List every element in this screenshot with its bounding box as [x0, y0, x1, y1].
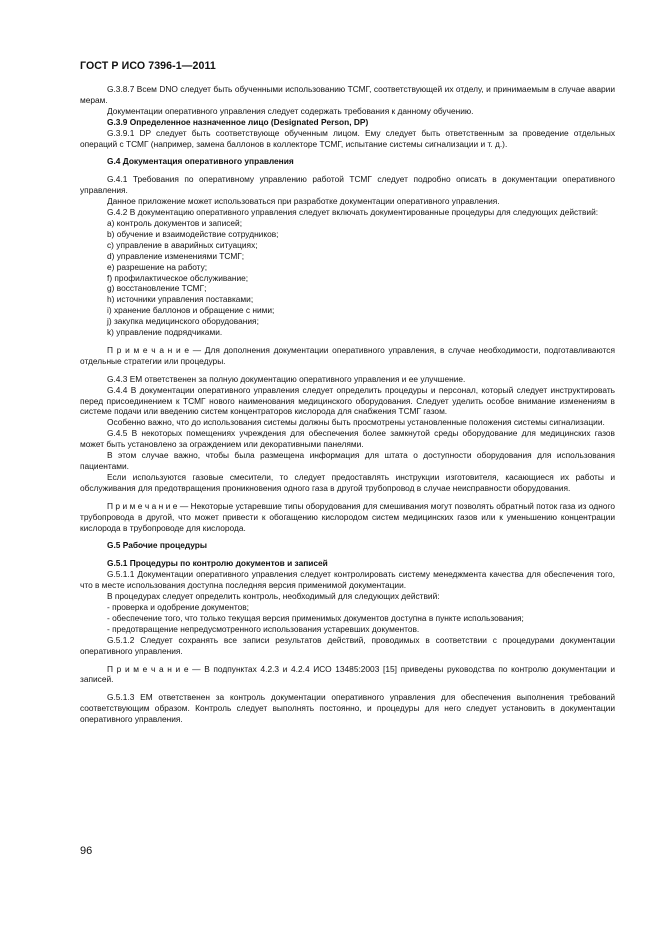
list-item: e) разрешение на работу; — [107, 261, 208, 272]
paragraph: Данное приложение может использоваться при разработке документации оперативного управления. — [107, 196, 500, 207]
note: П р и м е ч а н и е — Некоторые устаревшие типы оборудования для смешивания могут позволять обратный поток газа из одного трубопровода в другой, что может привести к обогащению кислородом систем медицинских газов или к уменьшению концентрации кислорода в трубопроводе для кислорода. — [80, 500, 615, 533]
list-item: c) управление в аварийных ситуациях; — [107, 239, 258, 250]
document-header: ГОСТ Р ИСО 7396-1—2011 — [80, 60, 216, 72]
list-item: a) контроль документов и записей; — [107, 217, 243, 228]
paragraph: G.5.1.1 Документации оперативного управления следует контролировать систему менеджмента качества для обеспечения того, что в месте использования доступна последняя версия применимой документации. — [80, 569, 615, 591]
list-item: f) профилактическое обслуживание; — [107, 272, 249, 283]
paragraph: G.4.4 В документации оперативного управления следует определить процедуры и персонал, который следует инструктировать перед присоединением к ТСМГ нового наименования медицинского оборудования. Следует уделить особое внимание изменениям в системе подачи или введению систем концентраторов кислорода для снабжения ТСМГ газом. — [80, 384, 615, 417]
paragraph: G.3.9.1 DP следует быть соответствующе обученным лицом. Ему следует быть ответственным за проведение отдельных операций с ТСМГ (например, замена баллонов в коллекторе ТСМГ, испытание системы сигнализации и т. д.). — [80, 127, 615, 149]
list-item: d) управление изменениями ТСМГ; — [107, 250, 245, 261]
subsection-heading: G.5.1 Процедуры по контролю документов и записей — [107, 558, 328, 569]
list-item: - проверка и одобрение документов; — [107, 601, 249, 612]
paragraph: G.4.5 В некоторых помещениях учреждения для обеспечения более замкнутой среды оборудование для медицинских газов может быть установлено за ограждением или декоративными панелями. — [80, 428, 615, 450]
paragraph: В процедурах следует определить контроль, необходимый для следующих действий: — [107, 591, 440, 602]
paragraph: G.4.1 Требования по оперативному управлению работой ТСМГ следует подробно описать в документации оперативного управления. — [80, 174, 615, 196]
document-body — [80, 84, 615, 725]
section-heading: G.5 Рабочие процедуры — [107, 540, 207, 551]
paragraph: Если используются газовые смесители, то следует предоставлять инструкции изготовителя, касающиеся их работы и обслуживания для предотвращения проникновения одного газа в другой трубопровод в случае неисправности оборудования. — [80, 471, 615, 493]
note: П р и м е ч а н и е — Для дополнения документации оперативного управления, в случае необходимости, подготавливаются отдельные стратегии или процедуры. — [80, 344, 615, 366]
list-item: h) источники управления поставками; — [107, 294, 254, 305]
list-item: i) хранение баллонов и обращение с ними; — [107, 305, 275, 316]
note: П р и м е ч а н и е — В подпунктах 4.2.3 и 4.2.4 ИСО 13485:2003 [15] приведены руководства по контролю документации и записей. — [80, 663, 615, 685]
paragraph: G.5.1.3 ЕМ ответственен за контроль документации оперативного управления для обеспечения выполнения требований соответствующим образом. Контроль следует выполнять постоянно, и процедуры для него следует установить в документации оперативного управления. — [80, 692, 615, 725]
list-item: j) закупка медицинского оборудования; — [107, 316, 259, 327]
paragraph: Документации оперативного управления следует содержать требования к данному обучению. — [107, 105, 474, 116]
list-item: - предотвращение непредусмотренного использования устаревших документов. — [107, 623, 420, 634]
list-item: b) обучение и взаимодействие сотрудников; — [107, 228, 279, 239]
section-heading: G.4 Документация оперативного управления — [107, 156, 294, 167]
section-heading: G.3.9 Определенное назначенное лицо (Designated Person, DP) — [107, 116, 369, 127]
paragraph: Особенно важно, что до использования системы должны быть просмотрены установленные положения системы сигнализации. — [107, 417, 605, 428]
list-item: g) восстановление ТСМГ; — [107, 283, 207, 294]
paragraph: G.4.3 ЕМ ответственен за полную документацию оперативного управления и ее улучшение. — [107, 373, 466, 384]
paragraph: G.3.8.7 Всем DNO следует быть обученными использованию ТСМГ, соответствующей их отделу, и принимаемым в случае аварии мерам. — [80, 84, 615, 105]
paragraph: G.5.1.2 Следует сохранять все записи результатов действий, проводимых в соответствии с процедурами документации оперативного управления. — [80, 634, 615, 656]
list-item: - обеспечение того, что только текущая версия применимых документов доступна в пункте использования; — [107, 612, 524, 623]
paragraph: G.4.2 В документацию оперативного управления следует включать документированные процедуры для следующих действий: — [107, 207, 599, 218]
paragraph: В этом случае важно, чтобы была размещена информация для штата о доступности оборудования для использования пациентами. — [80, 450, 615, 471]
list-item: k) управление подрядчиками. — [107, 327, 223, 338]
page-number: 96 — [80, 845, 93, 857]
